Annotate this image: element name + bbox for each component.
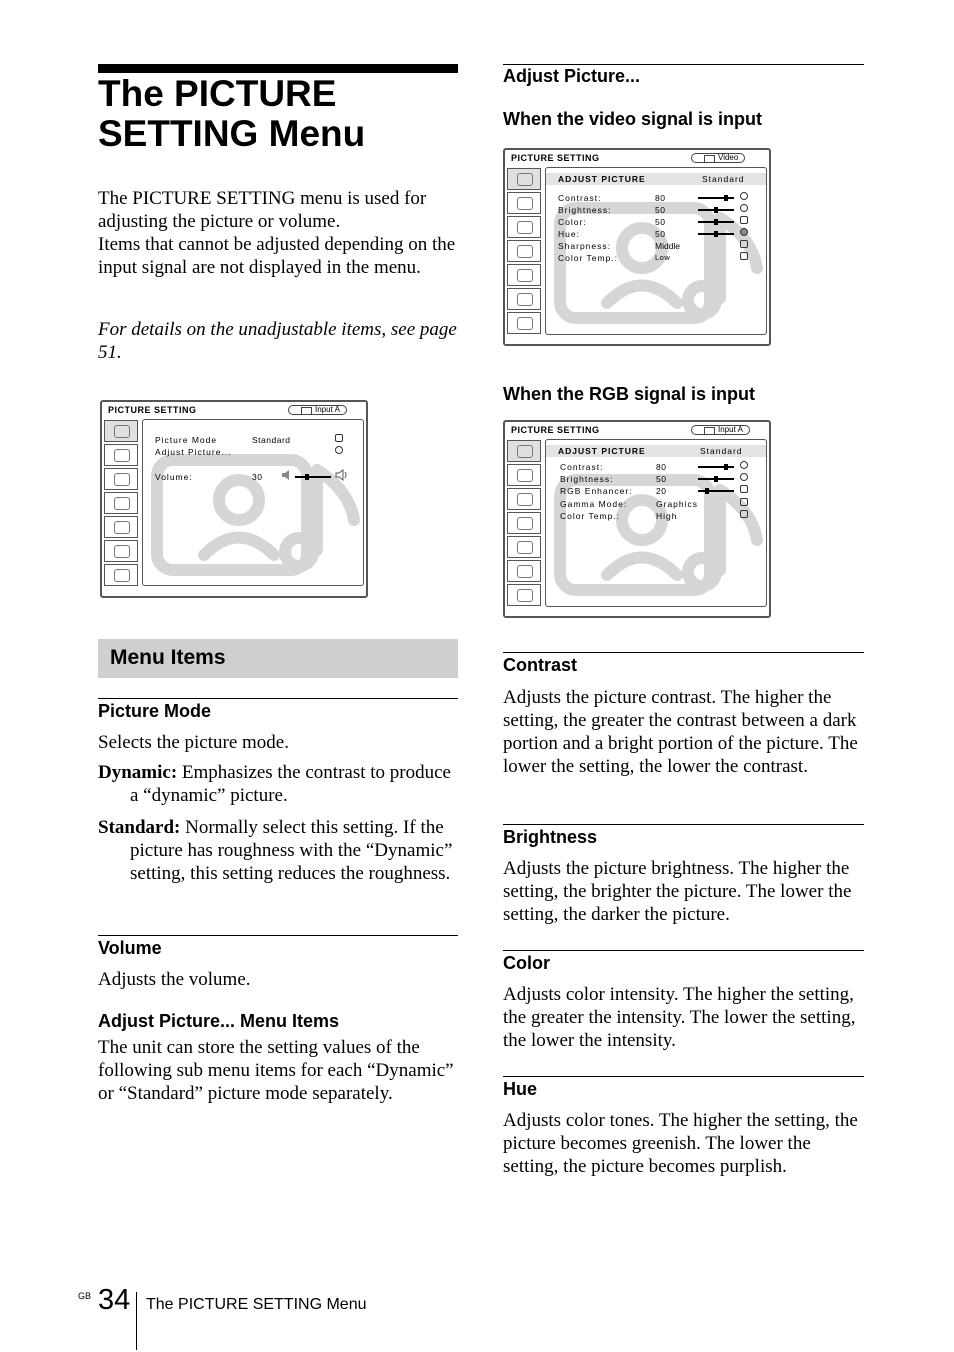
rgb-enhancer-icon [740, 485, 748, 493]
color-heading: Color [503, 953, 550, 973]
adjust-picture-rgb-screenshot [503, 420, 771, 618]
input-tab-icon [507, 216, 541, 238]
volume-slider [295, 476, 331, 478]
region-code: GB [78, 1291, 92, 1301]
menu-sidebar [507, 168, 543, 336]
brightness-heading: Brightness [503, 827, 598, 847]
volume-heading: Volume [98, 938, 162, 958]
adjust-picture-rule [503, 64, 864, 65]
color-value: 50 [655, 217, 666, 227]
brightness-desc: Adjusts the picture brightness. The higher the setting, the brighter the picture. The lower the setting, the darker the picture. [503, 858, 852, 925]
hue-label: Hue: [558, 229, 580, 239]
color-temp-value: High [656, 511, 678, 521]
page-title: The PICTURE SETTING Menu [98, 73, 366, 154]
volume-slider-knob [305, 474, 309, 480]
hue-heading: Hue [503, 1079, 538, 1099]
intro-para-2: Items that cannot be adjusted depending on the input signal are not displayed in the menu. [98, 234, 456, 278]
contrast-label: Contrast: [560, 462, 604, 472]
rgb-enhancer-label: RGB Enhancer: [560, 486, 633, 496]
menu-items-band [98, 639, 458, 678]
dynamic-term: Dynamic: [98, 762, 178, 783]
contrast-desc: Adjusts the picture contrast. The higher the setting, the greater the contrast between a dark portion and a bright portion of the picture. The lower the setting, the lower the contrast. [503, 687, 858, 777]
brightness-value: 50 [655, 205, 666, 215]
adjust-picture-subheader [546, 173, 766, 185]
subheader-value: Standard [702, 174, 745, 184]
rgb-signal-heading: When the RGB signal is input [503, 384, 755, 404]
contrast-heading: Contrast [503, 655, 578, 675]
volume-rule [98, 935, 458, 936]
subheader-title: ADJUST PICTURE [558, 174, 646, 184]
volume-label: Volume: [155, 472, 193, 482]
hue-slider-knob [714, 231, 718, 237]
picture-mode-icon [335, 434, 343, 442]
color-temp-value: Low [655, 253, 671, 262]
hue-rule [503, 1076, 864, 1077]
input-indicator: Video [691, 153, 745, 163]
color-high-icon [740, 216, 748, 224]
brightness-high-icon [740, 473, 748, 481]
blank-tab [507, 584, 541, 606]
projector-watermark-icon [149, 450, 364, 580]
color-rule [503, 950, 864, 951]
menu-sidebar [104, 420, 140, 588]
video-signal-heading: When the video signal is input [503, 109, 763, 129]
installation-tab-icon [507, 536, 541, 558]
picture-mode-heading: Picture Mode [98, 701, 212, 721]
adjust-items-desc: The unit can store the setting values of the following sub menu items for each “Dynamic” or “Standard” picture mode separately. [98, 1037, 454, 1104]
color-temp-label: Color Temp.: [560, 511, 621, 521]
hue-desc: Adjusts color tones. The higher the setting, the picture becomes greenish. The lower the setting, the picture becomes purplish. [503, 1110, 858, 1177]
signal-tab-icon [507, 192, 541, 214]
footer-divider [136, 1292, 137, 1350]
brightness-slider-knob [714, 476, 718, 482]
signal-tab-icon [507, 464, 541, 486]
menu-sidebar [507, 440, 543, 608]
intro-para-1: The PICTURE SETTING menu is used for adjusting the picture or volume. [98, 188, 427, 232]
sharpness-value: Middle [655, 241, 681, 251]
picture-mode-rule [98, 698, 458, 699]
info-tab-icon [104, 540, 138, 562]
menu-header: PICTURE SETTING [108, 405, 197, 415]
installation-tab-icon [507, 264, 541, 286]
rgb-enhancer-slider-knob [705, 488, 709, 494]
picture-tab-icon [104, 420, 138, 442]
brightness-label: Brightness: [560, 474, 614, 484]
dynamic-item [98, 761, 458, 807]
subheader-title: ADJUST PICTURE [558, 446, 646, 456]
signal-tab-icon [104, 444, 138, 466]
menu-header: PICTURE SETTING [511, 153, 600, 163]
color-temp-label: Color Temp.: [558, 253, 619, 263]
standard-term: Standard: [98, 817, 181, 838]
menu-panel [142, 419, 364, 586]
input-tab-icon [104, 468, 138, 490]
color-label: Color: [558, 217, 587, 227]
picture-mode-value: Standard [252, 435, 291, 445]
gamma-mode-icon [740, 498, 748, 506]
picture-mode-label: Picture Mode [155, 435, 218, 445]
adjust-picture-subheader [546, 445, 766, 457]
contrast-value: 80 [656, 462, 667, 472]
sharpness-icon [740, 240, 748, 248]
menu-header: PICTURE SETTING [511, 425, 600, 435]
adjust-items-heading: Adjust Picture... Menu Items [98, 1011, 340, 1031]
volume-low-icon [280, 468, 294, 482]
menu-items-heading: Menu Items [110, 646, 226, 669]
intro-note: For details on the unadjustable items, see page 51. [98, 319, 457, 363]
gamma-mode-label: Gamma Mode: [560, 499, 628, 509]
menu-panel [545, 167, 767, 335]
picture-tab-icon [507, 168, 541, 190]
subheader-value: Standard [700, 446, 743, 456]
setup-tab-icon [507, 512, 541, 534]
contrast-high-icon [740, 461, 748, 469]
setup-tab-icon [104, 492, 138, 514]
setup-tab-icon [507, 240, 541, 262]
contrast-high-icon [740, 192, 748, 200]
footer-section-title: The PICTURE SETTING Menu [146, 1296, 367, 1313]
brightness-label: Brightness: [558, 205, 612, 215]
input-tab-icon [507, 488, 541, 510]
color-desc: Adjusts color intensity. The higher the setting, the greater the intensity. The lower the setting, the lower the intensity. [503, 984, 856, 1051]
input-indicator: Input A [288, 405, 347, 415]
hue-value: 50 [655, 229, 666, 239]
contrast-label: Contrast: [558, 193, 602, 203]
hue-green-icon [740, 228, 748, 236]
blank-tab [507, 312, 541, 334]
adjust-picture-icon [335, 446, 343, 454]
picture-mode-desc: Selects the picture mode. [98, 732, 289, 753]
adjust-picture-video-screenshot [503, 148, 771, 346]
brightness-high-icon [740, 204, 748, 212]
blank-tab [104, 564, 138, 586]
info-tab-icon [507, 288, 541, 310]
input-indicator: Input A [691, 425, 750, 435]
volume-desc: Adjusts the volume. [98, 969, 251, 990]
standard-item [98, 816, 458, 885]
color-temp-icon [740, 252, 748, 260]
adjust-picture-label: Adjust Picture... [155, 447, 232, 457]
brightness-rule [503, 824, 864, 825]
dynamic-desc: Emphasizes the contrast to produce a “dynamic” picture. [130, 762, 451, 806]
brightness-slider-knob [714, 207, 718, 213]
volume-value: 30 [252, 472, 263, 482]
contrast-slider [698, 197, 734, 199]
sharpness-label: Sharpness: [558, 241, 611, 251]
color-slider-knob [714, 219, 718, 225]
installation-tab-icon [104, 516, 138, 538]
info-tab-icon [507, 560, 541, 582]
brightness-value: 50 [656, 474, 667, 484]
color-temp-icon [740, 510, 748, 518]
volume-high-icon [334, 468, 348, 482]
rgb-enhancer-slider [698, 490, 734, 492]
title-rule [98, 64, 458, 73]
contrast-rule [503, 652, 864, 653]
picture-tab-icon [507, 440, 541, 462]
menu-panel [545, 439, 767, 607]
adjust-picture-heading: Adjust Picture... [503, 66, 641, 86]
contrast-slider-knob [724, 195, 728, 201]
picture-setting-menu-screenshot [100, 400, 368, 598]
rgb-enhancer-value: 20 [656, 486, 667, 496]
contrast-value: 80 [655, 193, 666, 203]
contrast-slider-knob [724, 464, 728, 470]
gamma-mode-value: Graphics [656, 499, 699, 509]
standard-desc: Normally select this setting. If the picture has roughness with the “Dynamic” setting, this setting reduces the roughness. [130, 817, 453, 884]
contrast-slider [698, 466, 734, 468]
page-number: 34 [98, 1284, 131, 1316]
